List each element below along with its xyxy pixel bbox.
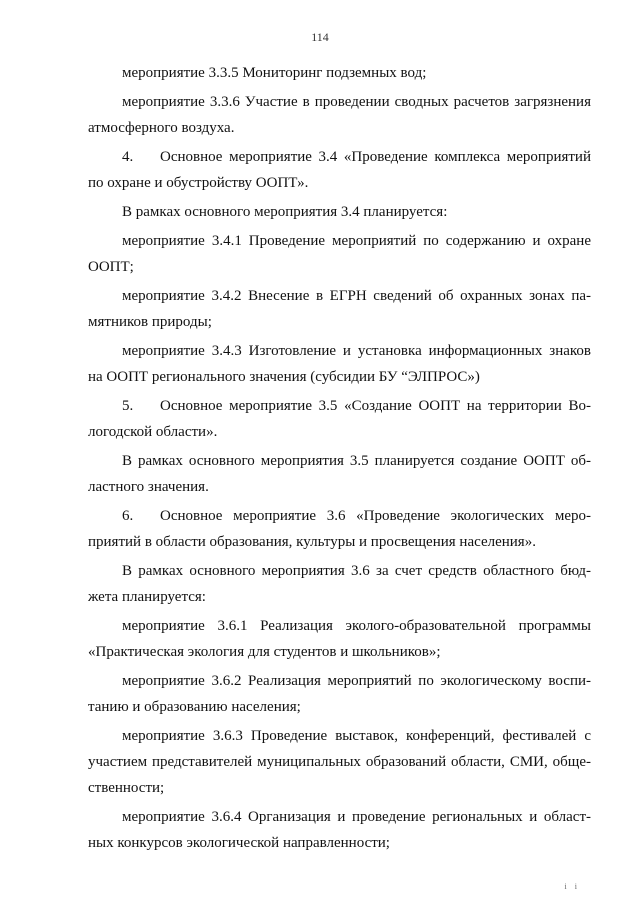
text-line: приятий в области образования, культуры и просвещения населения». <box>88 534 536 550</box>
paragraph <box>88 338 591 390</box>
paragraph <box>88 283 591 335</box>
line-text: Основное мероприятие 3.5 «Создание ООПТ на территории Во- <box>160 398 591 414</box>
text-line: В рамках основного мероприятия 3.6 за счет средств областного бюд- <box>122 563 591 579</box>
text-line <box>88 144 591 170</box>
text-line: ственности; <box>88 780 165 796</box>
paragraph-gap <box>88 856 591 859</box>
text-line: ных конкурсов экологической направленности; <box>88 835 390 851</box>
text-line: мероприятие 3.3.5 Мониторинг подземных вод; <box>122 65 427 81</box>
text-line <box>88 393 591 419</box>
text-line: танию и образованию населения; <box>88 699 301 715</box>
text-line: мероприятие 3.6.1 Реализация эколого-образовательной программы <box>122 618 591 634</box>
paragraph-number: 6. <box>122 508 134 524</box>
paragraph <box>88 613 591 665</box>
paragraph <box>88 804 591 856</box>
page-number: 114 <box>311 30 329 44</box>
text-line: ластного значения. <box>88 479 209 495</box>
footer-mark: i i <box>564 882 580 891</box>
text-line: мероприятие 3.6.2 Реализация мероприятий по экологическому воспи- <box>122 673 591 689</box>
text-line: по охране и обустройству ООПТ». <box>88 175 309 191</box>
text-line: мероприятие 3.4.1 Проведение мероприятий по содержанию и охране <box>122 233 591 249</box>
text-line: жета планируется: <box>88 589 206 605</box>
text-line: мероприятие 3.6.4 Организация и проведение региональных и област- <box>122 809 591 825</box>
text-line: мероприятие 3.4.3 Изготовление и установка информационных знаков <box>122 343 591 359</box>
text-line: мероприятие 3.6.3 Проведение выставок, конференций, фестивалей с <box>122 728 591 744</box>
text-line: В рамках основного мероприятия 3.5 планируется создание ООПТ об- <box>122 453 591 469</box>
line-text: Основное мероприятие 3.4 «Проведение комплекса мероприятий <box>160 149 591 165</box>
text-line: мероприятие 3.3.6 Участие в проведении сводных расчетов загрязнения <box>122 94 591 110</box>
paragraph <box>88 448 591 500</box>
text-line: ООПТ; <box>88 259 134 275</box>
text-line: на ООПТ регионального значения (субсидии БУ “ЭЛПРОС») <box>88 369 480 385</box>
line-text: Основное мероприятие 3.6 «Проведение экологических меро- <box>160 508 591 524</box>
paragraph <box>88 723 591 801</box>
paragraph <box>88 199 591 225</box>
document-body <box>88 60 591 859</box>
text-line <box>88 503 591 529</box>
text-line: «Практическая экология для студентов и школьников»; <box>88 644 441 660</box>
paragraph <box>88 668 591 720</box>
text-line: логодской области». <box>88 424 218 440</box>
text-line: мероприятие 3.4.2 Внесение в ЕГРН сведений об охранных зонах па- <box>122 288 591 304</box>
text-line: участием представителей муниципальных образований области, СМИ, обще- <box>88 754 591 770</box>
paragraph <box>88 228 591 280</box>
numbered-paragraph <box>88 144 591 196</box>
paragraph-number: 5. <box>122 398 134 414</box>
text-line: мятников природы; <box>88 314 212 330</box>
text-line: атмосферного воздуха. <box>88 120 235 136</box>
numbered-paragraph <box>88 393 591 445</box>
paragraph-number: 4. <box>122 149 134 165</box>
paragraph <box>88 60 591 86</box>
text-line: В рамках основного мероприятия 3.4 планируется: <box>122 204 448 220</box>
paragraph <box>88 89 591 141</box>
numbered-paragraph <box>88 503 591 555</box>
paragraph <box>88 558 591 610</box>
